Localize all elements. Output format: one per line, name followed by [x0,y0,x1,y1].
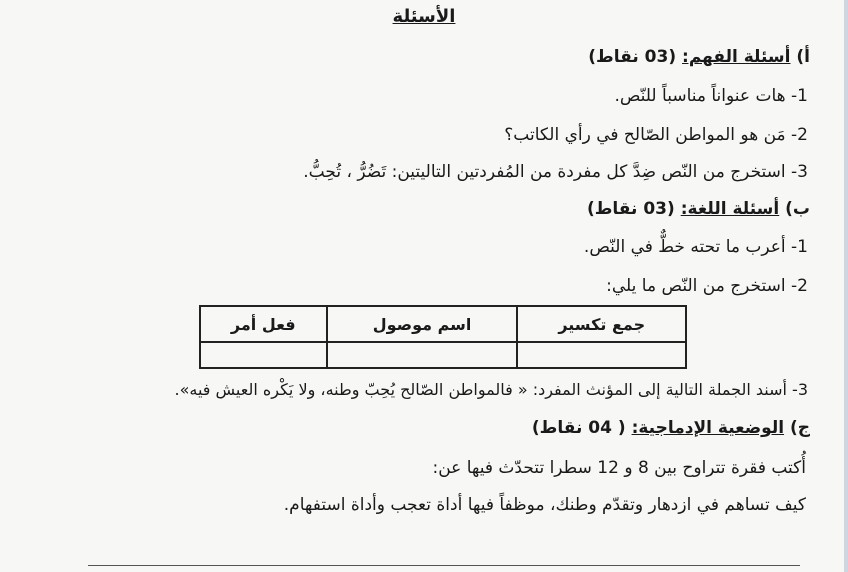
section-b-points: (03 نقاط) [586,199,675,219]
section-c-heading [532,418,810,438]
section-b-heading [587,199,810,219]
question-a3: 3- استخرج من النّص ضِدَّ كل مفردة من المُفردتين التاليتين: تَضُرُّ ، تُحِبُّ. [303,162,808,182]
section-b-marker: ب) [785,199,810,219]
question-a2: 2- مَن هو المواطن الصّالح في رأي الكاتب؟ [504,125,808,145]
section-a-points: (03 نقاط) [588,47,677,67]
task-instruction: أُكتب فقرة تتراوح بين 8 و 12 سطرا تتحدّث فيها عن: [432,458,806,478]
question-b1: 1- أعرب ما تحته خطٌّ في النّص. [583,237,808,257]
section-a-marker: أ) [796,47,810,67]
section-a-title: أسئلة الفهم: [682,47,791,67]
table-cell-empty [200,342,327,368]
bottom-divider [88,565,800,566]
table-header-relative-pronoun: اسم موصول [327,306,518,342]
table-cell-empty [517,342,686,368]
question-b3: 3- أسند الجملة التالية إلى المؤنث المفرد: « فالمواطن الصّالح يُحِبّ وطنه، ولا يَكْره العيش فيه». [174,380,808,399]
section-a-heading [588,47,810,67]
section-c-marker: ج) [789,418,810,438]
question-a1: 1- هات عنواناً مناسباً للنّص. [614,86,808,106]
table-header-imperative-verb: فعل أمر [200,306,327,342]
section-c-title: الوضعية الإدماجية: [631,418,785,438]
task-topic: كيف تساهم في ازدهار وتقدّم وطنك، موظفاً فيها أداة تعجب وأداة استفهام. [283,495,806,515]
table-header-broken-plural: جمع تكسير [517,306,686,342]
section-b-title: أسئلة اللغة: [680,199,780,219]
question-b2: 2- استخرج من النّص ما يلي: [606,276,808,296]
table-cell-empty [327,342,518,368]
page-edge [844,0,848,572]
page-title: الأسئلة [392,6,456,27]
section-c-points: ( 04 نقاط) [531,418,626,438]
answer-table [199,305,687,369]
